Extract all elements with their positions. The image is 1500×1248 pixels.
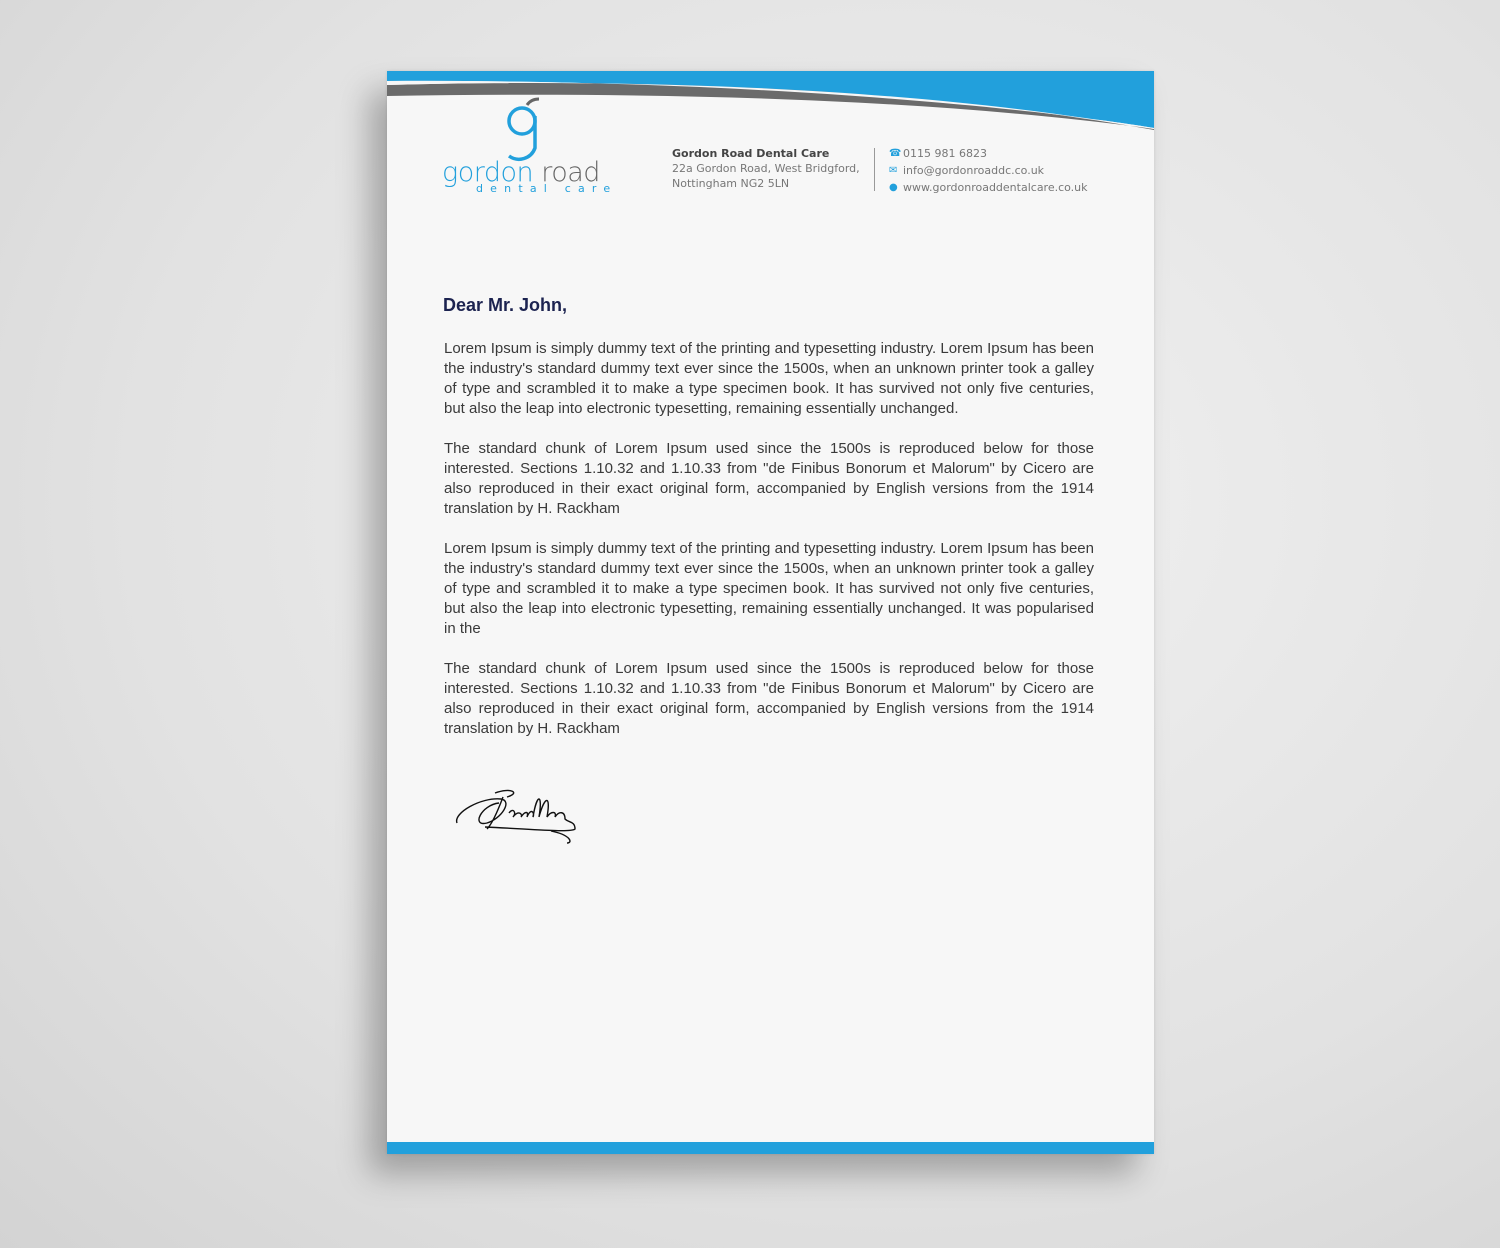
paragraph: Lorem Ipsum is simply dummy text of the printing and typesetting industry. Lorem Ipsum has been the industry's standard dummy text ever since the 1500s, when an unknown printer took a galley of type and scrambled it to make a type specimen book. It has survived not only five centuries, but also the leap into electronic typesetting, remaining essentially unchanged. bbox=[444, 340, 1094, 417]
email-icon: ✉ bbox=[889, 165, 898, 176]
phone: 0115 981 6823 bbox=[903, 147, 987, 160]
address-block bbox=[672, 146, 860, 191]
footer-bar bbox=[387, 1142, 1154, 1154]
practice-name: Gordon Road Dental Care bbox=[672, 147, 830, 160]
logo-wordmark: gordon road bbox=[442, 157, 600, 188]
globe-icon: ● bbox=[889, 182, 898, 193]
logo-subtitle: dental care bbox=[476, 182, 618, 195]
letterhead-page bbox=[387, 71, 1154, 1154]
paragraph: Lorem Ipsum is simply dummy text of the printing and typesetting industry. Lorem Ipsum has been the industry's standard dummy text ever since the 1500s, when an unknown printer took a galley of type and scrambled it to make a type specimen book. It has survived not only five centuries, but also the leap into electronic typesetting, remaining essentially unchanged. It was popularised in the bbox=[444, 540, 1094, 637]
letter-body bbox=[444, 339, 1094, 759]
paragraph: The standard chunk of Lorem Ipsum used since the 1500s is reproduced below for those interested. Sections 1.10.32 and 1.10.33 from "de Finibus Bonorum et Malorum" by Cicero are also reproduced in their exact original form, accompanied by English versions from the 1914 translation by H. Rackham bbox=[444, 660, 1094, 737]
phone-icon: ☎ bbox=[889, 148, 902, 159]
signature bbox=[451, 783, 581, 849]
email: info@gordonroaddc.co.uk bbox=[903, 164, 1045, 177]
divider bbox=[874, 148, 875, 191]
greeting: Dear Mr. John, bbox=[443, 295, 568, 315]
address-line-2: Nottingham NG2 5LN bbox=[672, 177, 790, 190]
website: www.gordonroaddentalcare.co.uk bbox=[903, 181, 1088, 194]
paragraph: The standard chunk of Lorem Ipsum used since the 1500s is reproduced below for those interested. Sections 1.10.32 and 1.10.33 from "de Finibus Bonorum et Malorum" by Cicero are also reproduced in their exact original form, accompanied by English versions from the 1914 translation by H. Rackham bbox=[444, 440, 1094, 517]
contact-block bbox=[889, 145, 1088, 196]
address-line-1: 22a Gordon Road, West Bridgford, bbox=[672, 162, 860, 175]
